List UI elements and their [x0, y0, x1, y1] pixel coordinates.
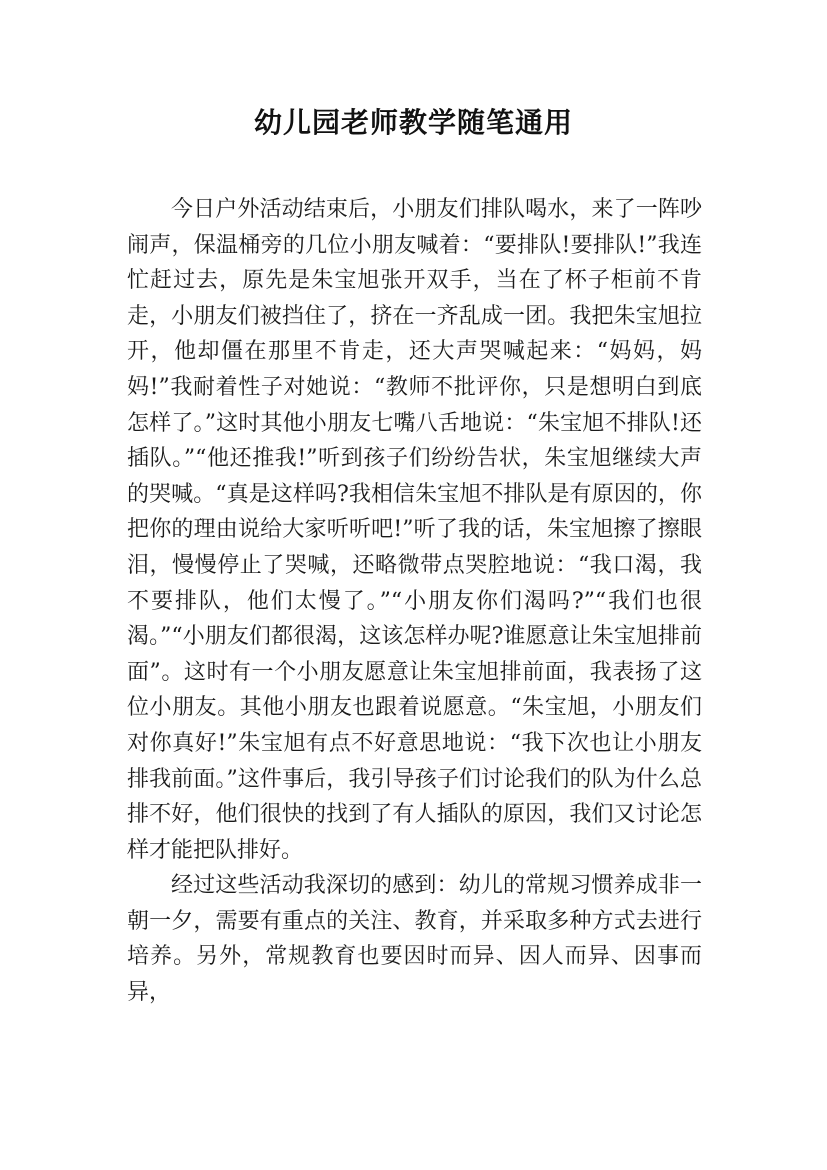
document-body — [127, 192, 702, 1011]
paragraph-1: 今日户外活动结束后，小朋友们排队喝水，来了一阵吵闹声，保温桶旁的几位小朋友喊着：“要排队!要排队!”我连忙赶过去，原先是朱宝旭张开双手，当在了杯子柜前不肯走，小朋友们被挡住了，挤在一齐乱成一团。我把朱宝旭拉开，他却僵在那里不肯走，还大声哭喊起来：“妈妈，妈妈!”我耐着性子对她说：“教师不批评你，只是想明白到底怎样了。”这时其他小朋友七嘴八舌地说：“朱宝旭不排队!还插队。”“他还推我!”听到孩子们纷纷告状，朱宝旭继续大声的哭喊。“真是这样吗?我相信朱宝旭不排队是有原因的，你把你的理由说给大家听听吧!”听了我的话，朱宝旭擦了擦眼泪，慢慢停止了哭喊，还略微带点哭腔地说：“我口渴，我不要排队，他们太慢了。”“小朋友你们渴吗?”“我们也很渴。”“小朋友们都很渴，这该怎样办呢?谁愿意让朱宝旭排前面”。这时有一个小朋友愿意让朱宝旭排前面，我表扬了这位小朋友。其他小朋友也跟着说愿意。“朱宝旭，小朋友们对你真好!”朱宝旭有点不好意思地说：“我下次也让小朋友排我前面。”这件事后，我引导孩子们讨论我们的队为什么总排不好，他们很快的找到了有人插队的原因，我们又讨论怎样才能把队排好。 — [127, 197, 702, 863]
document-title: 幼儿园老师教学随笔通用 — [253, 106, 573, 139]
paragraph-2: 经过这些活动我深切的感到：幼儿的常规习惯养成非一朝一夕，需要有重点的关注、教育，并采取多种方式去进行培养。另外，常规教育也要因时而异、因人而异、因事而异， — [127, 873, 702, 1006]
